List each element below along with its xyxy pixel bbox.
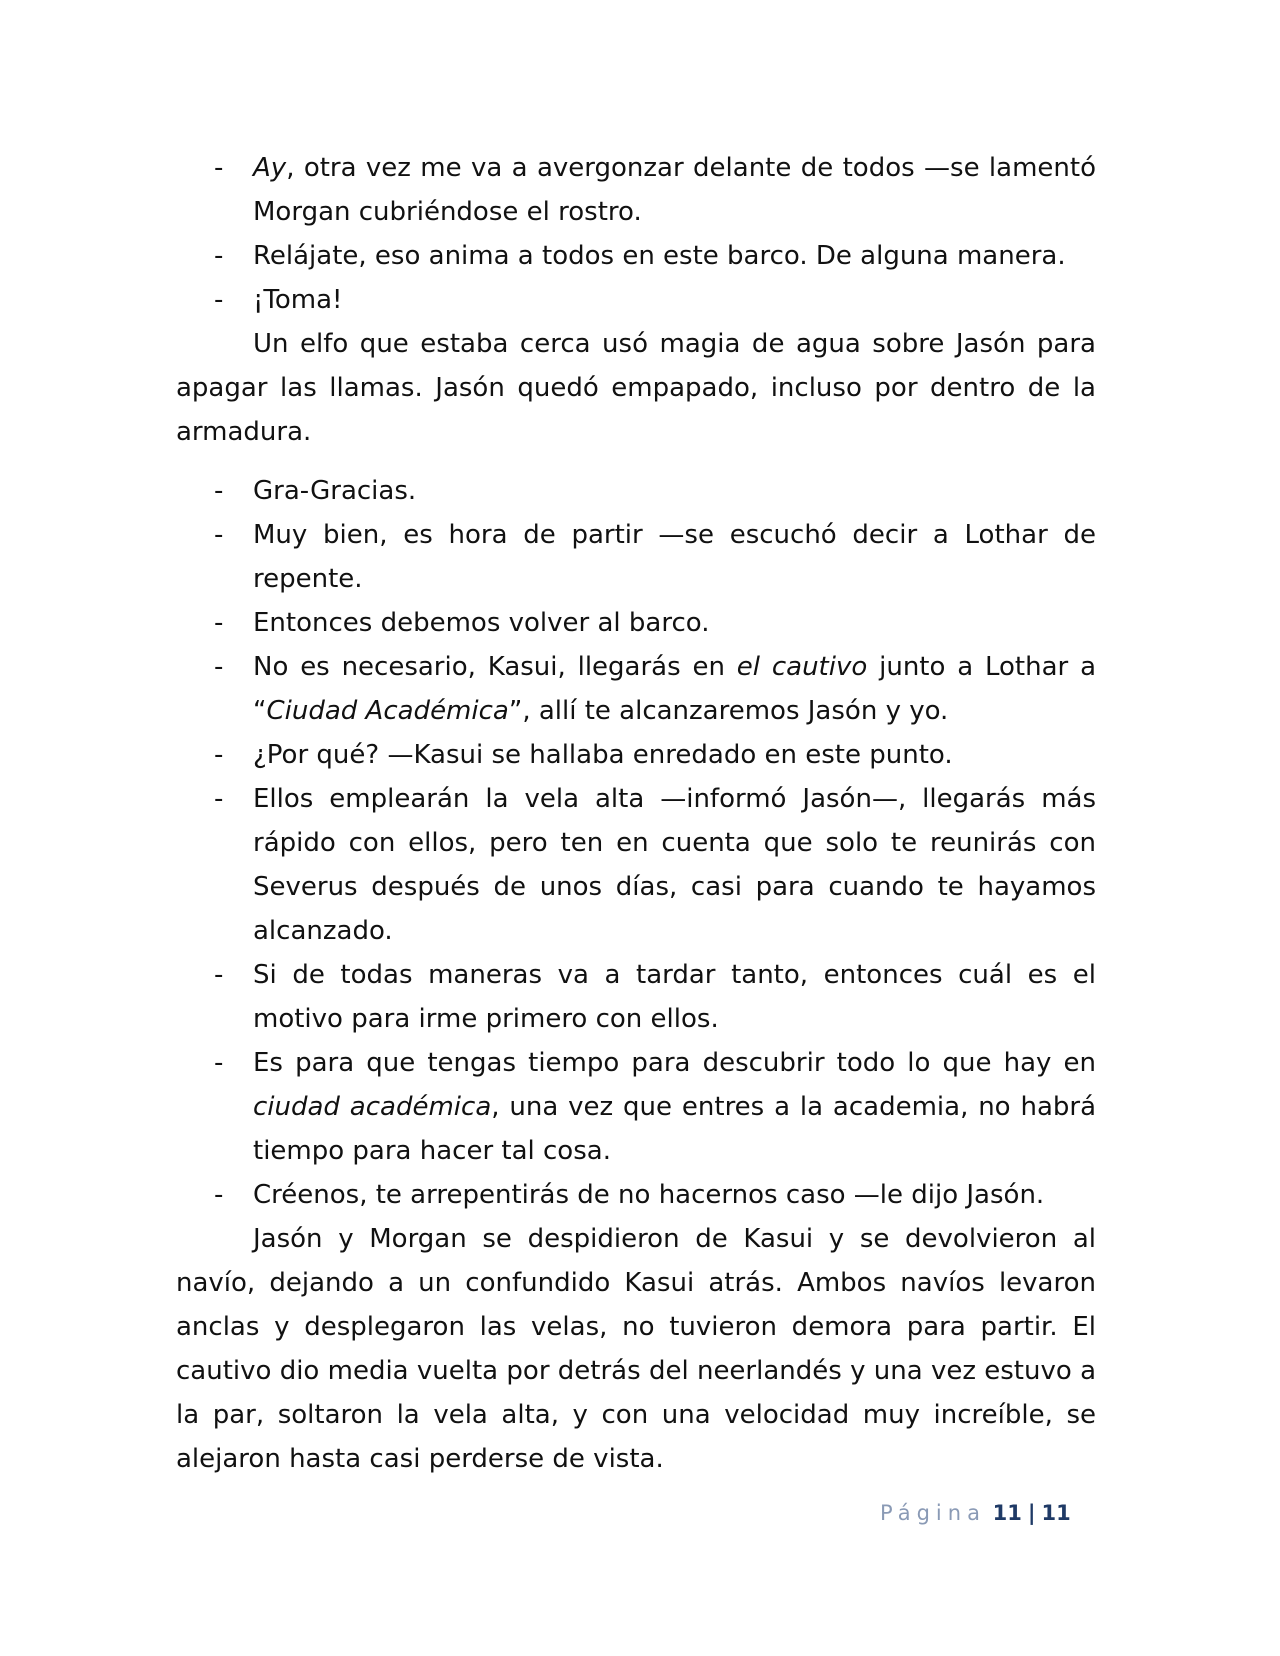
dialogue-dash: - <box>214 520 224 550</box>
dialogue-text: Entonces debemos volver al barco. <box>253 608 710 638</box>
dialogue-dash: - <box>214 784 224 814</box>
dialogue-text: Muy bien, es hora de partir —se escuchó decir a Lothar de repente. <box>253 520 1096 594</box>
dialogue-line-8 <box>176 733 1096 777</box>
dialogue-text: Relájate, eso anima a todos en este barco. De alguna manera. <box>253 241 1066 271</box>
dialogue-line-10 <box>176 953 1096 1041</box>
dialogue-dash: - <box>214 608 224 638</box>
narrative-paragraph-2: Jasón y Morgan se despidieron de Kasui y se devolvieron al navío, dejando a un confundido Kasui atrás. Ambos navíos levaron anclas y desplegaron las velas, no tuvieron demora para partir. El cautivo dio media vuelta por detrás del neerlandés y una vez estuvo a la par, soltaron la vela alta, y con una velocidad muy increíble, se alejaron hasta casi perderse de vista. <box>176 1224 1096 1474</box>
dialogue-text: Si de todas maneras va a tardar tanto, entonces cuál es el motivo para irme primero con ellos. <box>253 960 1096 1034</box>
dialogue-text: Gra-Gracias. <box>253 476 417 506</box>
page-body <box>176 146 1096 1481</box>
dialogue-line-12 <box>176 1173 1096 1217</box>
dialogue-text: Es para que tengas tiempo para descubrir todo lo que hay en <box>253 1048 1096 1078</box>
dialogue-dash: - <box>214 960 224 990</box>
dialogue-text: ¡Toma! <box>253 285 343 315</box>
dialogue-text: , una vez que entres a la academia, no habrá tiempo para hacer tal cosa. <box>253 1092 1097 1166</box>
page-label: Página <box>880 1501 986 1525</box>
dialogue-line-11 <box>176 1041 1096 1173</box>
dialogue-text: , otra vez me va a avergonzar delante de todos —se lamentó Morgan cubriéndose el rostro. <box>253 153 1096 227</box>
page-total: 11 <box>1041 1501 1071 1525</box>
dialogue-text: ¿Por qué? —Kasui se hallaba enredado en este punto. <box>253 740 953 770</box>
dialogue-text: Créenos, te arrepentirás de no hacernos caso —le dijo Jasón. <box>253 1180 1045 1210</box>
italic-text: Ciudad Académica <box>266 696 509 726</box>
page-number: 11 <box>992 1501 1022 1525</box>
dialogue-text: ”, allí te alcanzaremos Jasón y yo. <box>508 696 949 726</box>
dialogue-dash: - <box>214 652 224 682</box>
dialogue-text: Ellos emplearán la vela alta —informó Jasón—, llegarás más rápido con ellos, pero ten en cuenta que solo te reunirás con Severus después de unos días, casi para cuando te hayamos alcanzado. <box>253 784 1096 946</box>
dialogue-line-7 <box>176 645 1096 733</box>
page-footer <box>880 1498 1080 1528</box>
dialogue-dash: - <box>214 476 224 506</box>
italic-text: Ay <box>253 153 287 183</box>
dialogue-dash: - <box>214 1180 224 1210</box>
dialogue-line-4 <box>176 469 1096 513</box>
italic-text: ciudad académica <box>253 1092 492 1122</box>
dialogue-dash: - <box>214 241 224 271</box>
dialogue-line-2 <box>176 234 1096 278</box>
dialogue-line-6 <box>176 601 1096 645</box>
dialogue-line-9 <box>176 777 1096 953</box>
dialogue-text: No es necesario, Kasui, llegarás en <box>253 652 737 682</box>
dialogue-dash: - <box>214 740 224 770</box>
dialogue-dash: - <box>214 153 224 183</box>
dialogue-text: junto a Lothar a “ <box>253 652 1096 726</box>
dialogue-line-1 <box>176 146 1096 234</box>
dialogue-dash: - <box>214 1048 224 1078</box>
page-separator: | <box>1027 1501 1036 1525</box>
dialogue-line-3 <box>176 278 1096 322</box>
dialogue-line-5 <box>176 513 1096 601</box>
italic-text: el cautivo <box>736 652 868 682</box>
narrative-paragraph-1: Un elfo que estaba cerca usó magia de agua sobre Jasón para apagar las llamas. Jasón quedó empapado, incluso por dentro de la armadura. <box>176 329 1096 447</box>
dialogue-dash: - <box>214 285 224 315</box>
